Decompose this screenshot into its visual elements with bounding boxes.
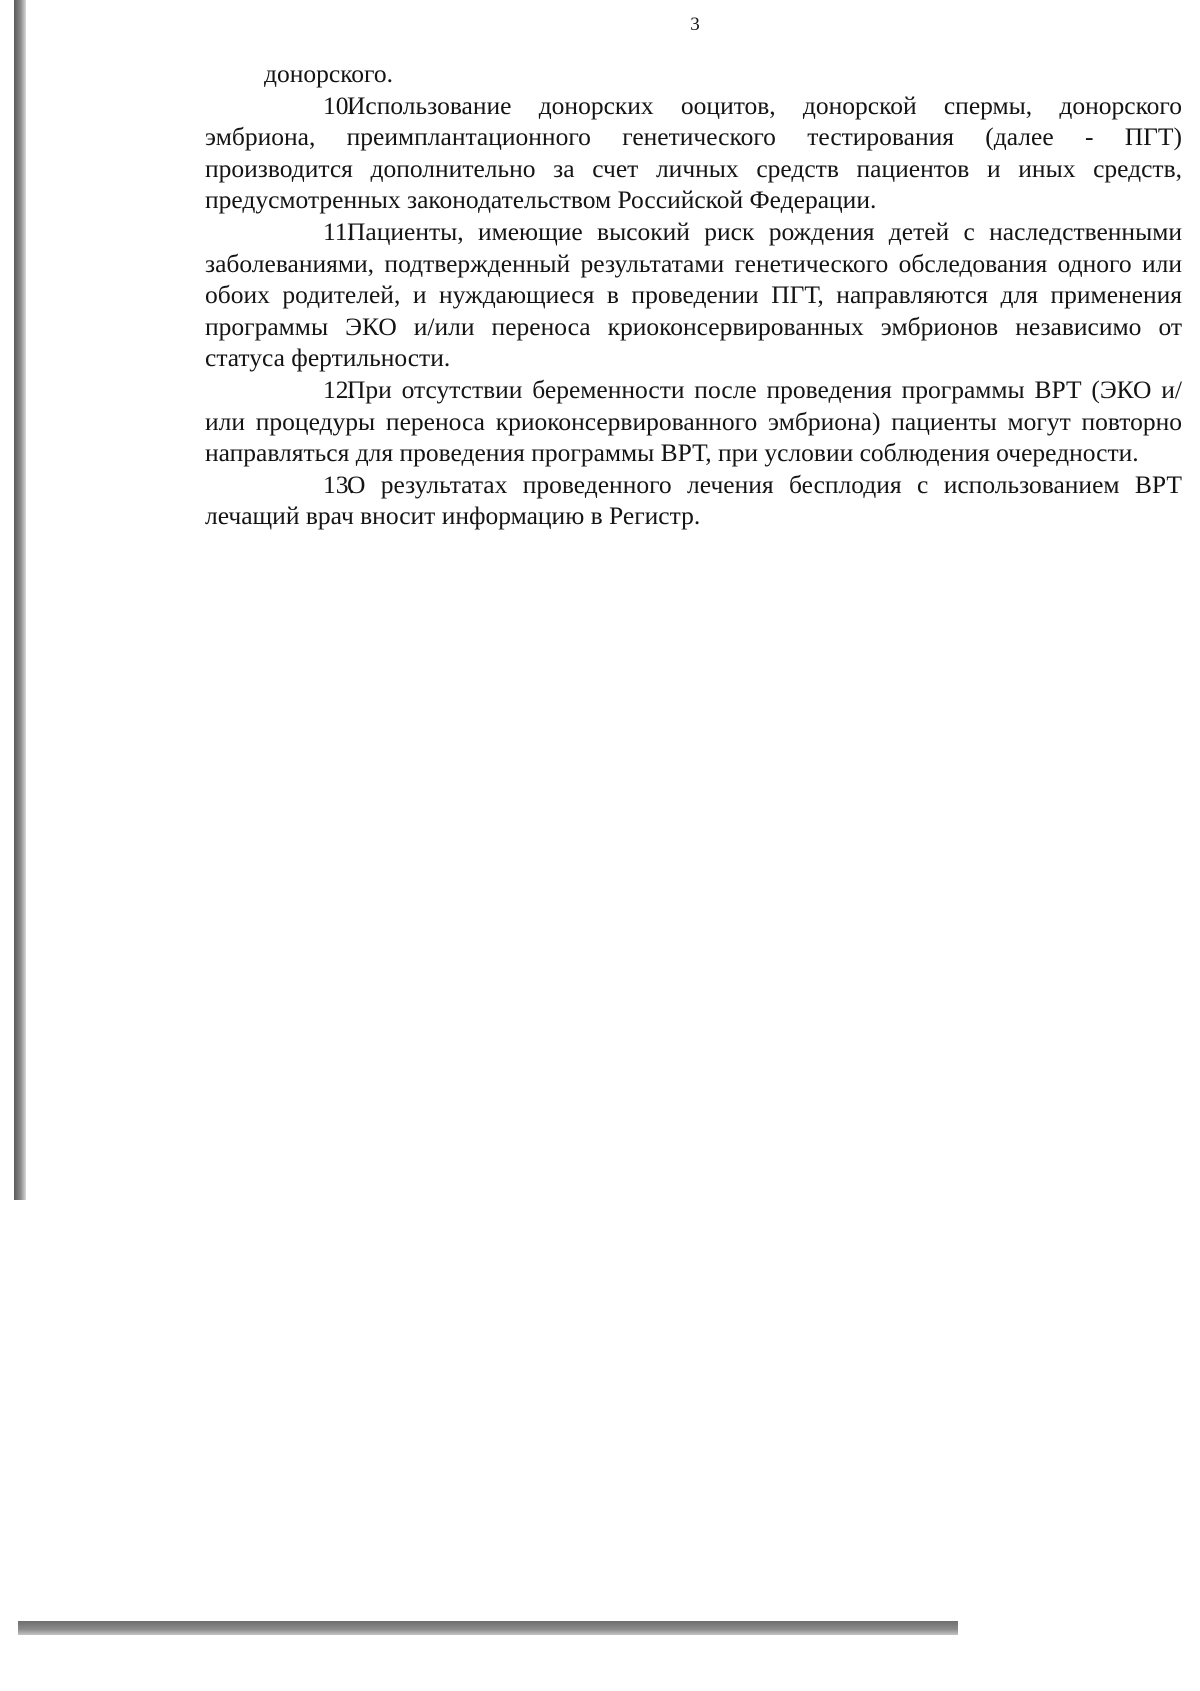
scan-edge-left xyxy=(14,0,26,1200)
continuation-line: донорского. xyxy=(264,59,393,88)
paragraph-12 xyxy=(205,374,1182,469)
paragraph-11 xyxy=(205,216,1182,374)
paragraph-text: О результатах проведенного лечения бесплодия с использованием ВРТ лечащий врач вносит информацию в Регистр. xyxy=(205,469,1182,531)
paragraph-number: 13. xyxy=(323,469,355,499)
paragraph-number: 12. xyxy=(323,374,355,404)
paragraph-number: 10. xyxy=(323,90,355,120)
document-body xyxy=(205,58,1182,532)
paragraph-text: Пациенты, имеющие высокий риск рождения детей с наследственными заболеваниями, подтвержденный результатами генетического обследования одного или обоих родителей, и нуждающиеся в проведении ПГТ, направляются для применения программы ЭКО и/или переноса криоконсервированных эмбрионов независимо от статуса фертильности. xyxy=(205,216,1182,373)
paragraph-text: При отсутствии беременности после проведения программы ВРТ (ЭКО и/или процедуры переноса криоконсервированного эмбриона) пациенты могут повторно направляться для проведения программы ВРТ, при условии соблюдения очередности. xyxy=(205,374,1182,468)
paragraph-text: Использование донорских ооцитов, донорской спермы, донорского эмбриона, преимплантационного генетического тестирования (далее - ПГТ) производится дополнительно за счет личных средств пациентов и иных средств, предусмотренных законодательством Российской Федерации. xyxy=(205,90,1182,215)
scan-edge-bottom xyxy=(18,1621,958,1635)
paragraph-13 xyxy=(205,469,1182,532)
page-number: 3 xyxy=(690,14,700,35)
paragraph-number: 11. xyxy=(323,216,354,246)
paragraph-10 xyxy=(205,90,1182,216)
